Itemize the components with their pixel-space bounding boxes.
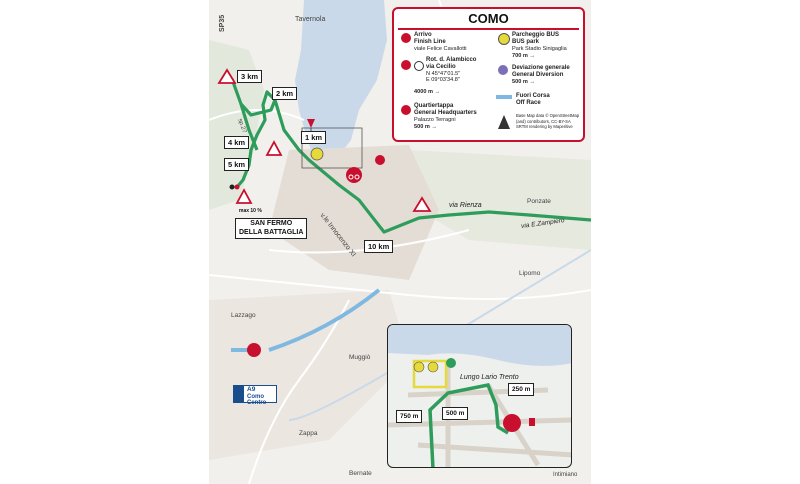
place-tavernola: Tavernola — [295, 16, 326, 23]
compass-icon — [414, 61, 424, 71]
road-label-via-rienza: via Rienza — [449, 202, 482, 209]
place-bernate: Bernate — [349, 470, 372, 477]
km-marker-3: 3 km — [237, 70, 262, 83]
town-label-san-fermo — [235, 218, 307, 239]
highway-exit-sign — [233, 385, 277, 406]
finish-icon — [401, 33, 411, 43]
urban-area — [269, 145, 439, 280]
place-lipomo: Lipomo — [519, 270, 541, 277]
inset-distance-250: 250 m — [508, 383, 534, 396]
town-name-line2: DELLA BATTAGLIA — [239, 228, 304, 236]
headquarters-icon — [401, 105, 411, 115]
north-arrow-icon — [498, 115, 510, 129]
hill-area — [209, 40, 264, 210]
bus-park-icon — [428, 362, 438, 372]
place-lazzago: Lazzago — [231, 312, 256, 319]
legend-credits: Base Map data © OpenStreetMap (and) contributors, CC-BY-SA SRTM rendering by Maperitive — [516, 113, 580, 129]
bus-park-icon — [414, 362, 424, 372]
legend-distance-feed: 4000 m → — [414, 89, 441, 95]
diversion-icon — [498, 65, 508, 75]
legend-item-finish: Arrivo Finish Line viale Felice Cavallotti — [414, 32, 467, 52]
finish-inset-map — [387, 324, 572, 468]
inset-distance-500: 500 m — [442, 407, 468, 420]
feed-zone-icon — [401, 60, 411, 70]
km-marker-1: 1 km — [301, 131, 326, 144]
route-map — [209, 0, 591, 484]
legend-distance-bus: 700 m → — [512, 53, 536, 59]
road-label-via-zampiero: via E.Zampiero — [520, 216, 565, 231]
max-gradient-label: max 10 % — [239, 208, 262, 214]
legend-item-diversion: Deviazione generale General Diversion — [512, 65, 570, 78]
feed-zone-icon — [247, 343, 261, 357]
legend-item-feed: Rot. d. Alambicco via Cecilio N 45°47'01.5" E 09°03'34.8" — [426, 57, 477, 84]
legend-item-offrace: Fuori Corsa Off Race — [516, 93, 550, 106]
off-race-arrow-icon — [496, 95, 512, 99]
legend-panel — [392, 7, 585, 142]
road-label-via-innocenzo: v.le Innocenzo XI — [318, 212, 357, 259]
bus-park-icon — [311, 148, 323, 160]
legend-distance-diversion: 500 m → — [512, 79, 536, 85]
legend-title: COMO — [468, 11, 509, 26]
headquarters-icon — [375, 155, 385, 165]
km-marker-2: 2 km — [272, 87, 297, 100]
km-marker-4: 4 km — [224, 136, 249, 149]
inset-distance-750: 750 m — [396, 410, 422, 423]
inset-street-label: Lungo Lario Trento — [460, 374, 519, 381]
place-intimiano: Intimiano — [553, 472, 578, 478]
legend-item-bus: Parcheggio BUS BUS park Park Stadio Sinigaglia — [512, 32, 567, 52]
place-zappa: Zappa — [299, 430, 318, 437]
parking-icon — [446, 358, 456, 368]
km-marker-5: 5 km — [224, 158, 249, 171]
town-name-line1: SAN FERMO — [250, 220, 293, 227]
highway-exit-name: Como Centro — [247, 394, 267, 406]
highway-icon — [234, 386, 244, 402]
place-ponzate: Ponzate — [527, 198, 551, 205]
hill-area — [409, 150, 591, 250]
legend-item-hq: Quartiertappa General Headquarters Palazzo Terragni — [414, 103, 477, 123]
finish-icon — [503, 414, 521, 432]
km-marker-10: 10 km — [364, 240, 393, 253]
road-label-sp35: SP35 — [219, 14, 226, 32]
place-muggio: Muggiò — [349, 354, 371, 361]
finish-icon — [346, 167, 362, 183]
headquarters-icon — [529, 418, 535, 426]
road-label-sp27: sp.27 — [236, 118, 248, 134]
legend-distance-hq: 500 m → — [414, 124, 438, 130]
highway-code: A9 — [247, 386, 256, 393]
bus-park-icon — [498, 33, 510, 45]
